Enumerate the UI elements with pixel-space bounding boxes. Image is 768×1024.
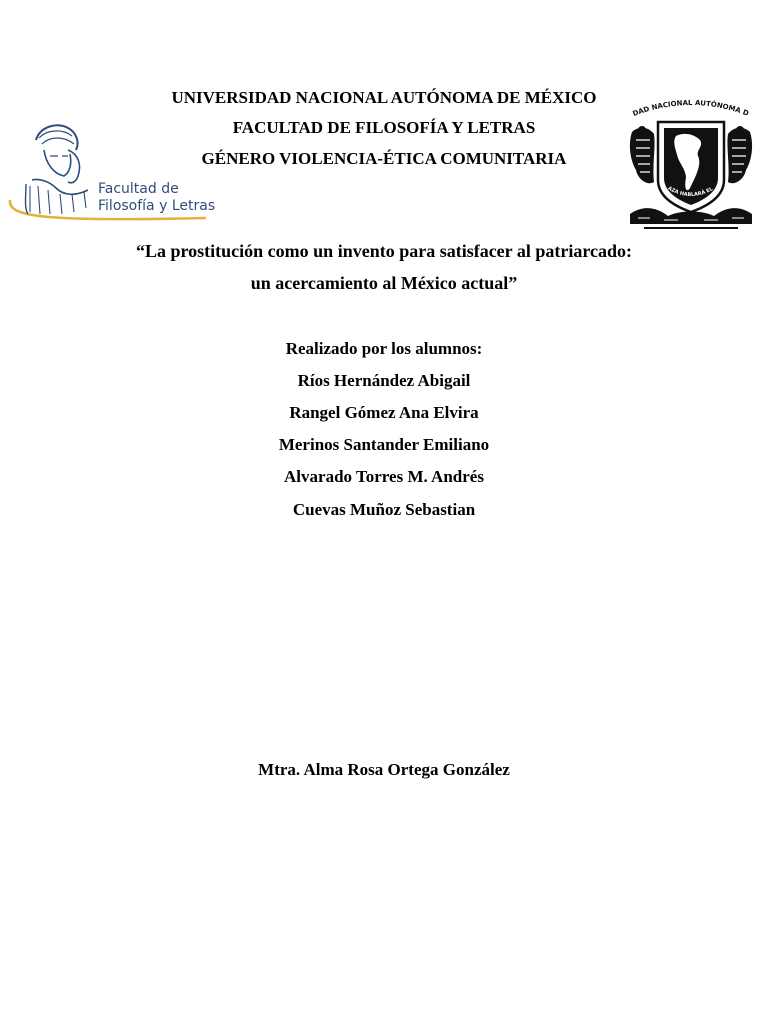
authors-intro: Realizado por los alumnos: (285, 339, 483, 358)
author-name: Rangel Gómez Ana Elvira (289, 403, 479, 422)
ffyl-logo (6, 120, 216, 225)
unam-motto: AZA HABLARÁ EL (666, 185, 715, 199)
unam-shield-icon (624, 92, 758, 234)
ffyl-logo-line1: Facultad de (98, 181, 179, 197)
author-name: Ríos Hernández Abigail (297, 371, 471, 390)
unam-seal (624, 92, 758, 234)
faculty-name: FACULTAD DE FILOSOFÍA Y LETRAS (232, 118, 536, 137)
university-name: UNIVERSIDAD NACIONAL AUTÓNOMA DE MÉXICO (171, 88, 597, 107)
author-name: Alvarado Torres M. Andrés (284, 467, 484, 486)
svg-text:UNIVERSIDAD NACIONAL AUTÓNOMA (624, 92, 750, 118)
thesis-title-line2: un acercamiento al México actual” (250, 273, 518, 293)
ffyl-logo-line2: Filosofía y Letras (98, 198, 216, 214)
thesis-title-line1: “La prostitución como un invento para satisfacer al patriarcado: (136, 241, 632, 261)
course-name: GÉNERO VIOLENCIA-ÉTICA COMUNITARIA (201, 149, 567, 168)
unam-seal-text: DAD NACIONAL AUTÓNOMA D (631, 98, 750, 118)
teacher-name: Mtra. Alma Rosa Ortega González (258, 760, 510, 779)
author-name: Merinos Santander Emiliano (278, 435, 490, 454)
author-name: Cuevas Muñoz Sebastian (292, 500, 476, 519)
